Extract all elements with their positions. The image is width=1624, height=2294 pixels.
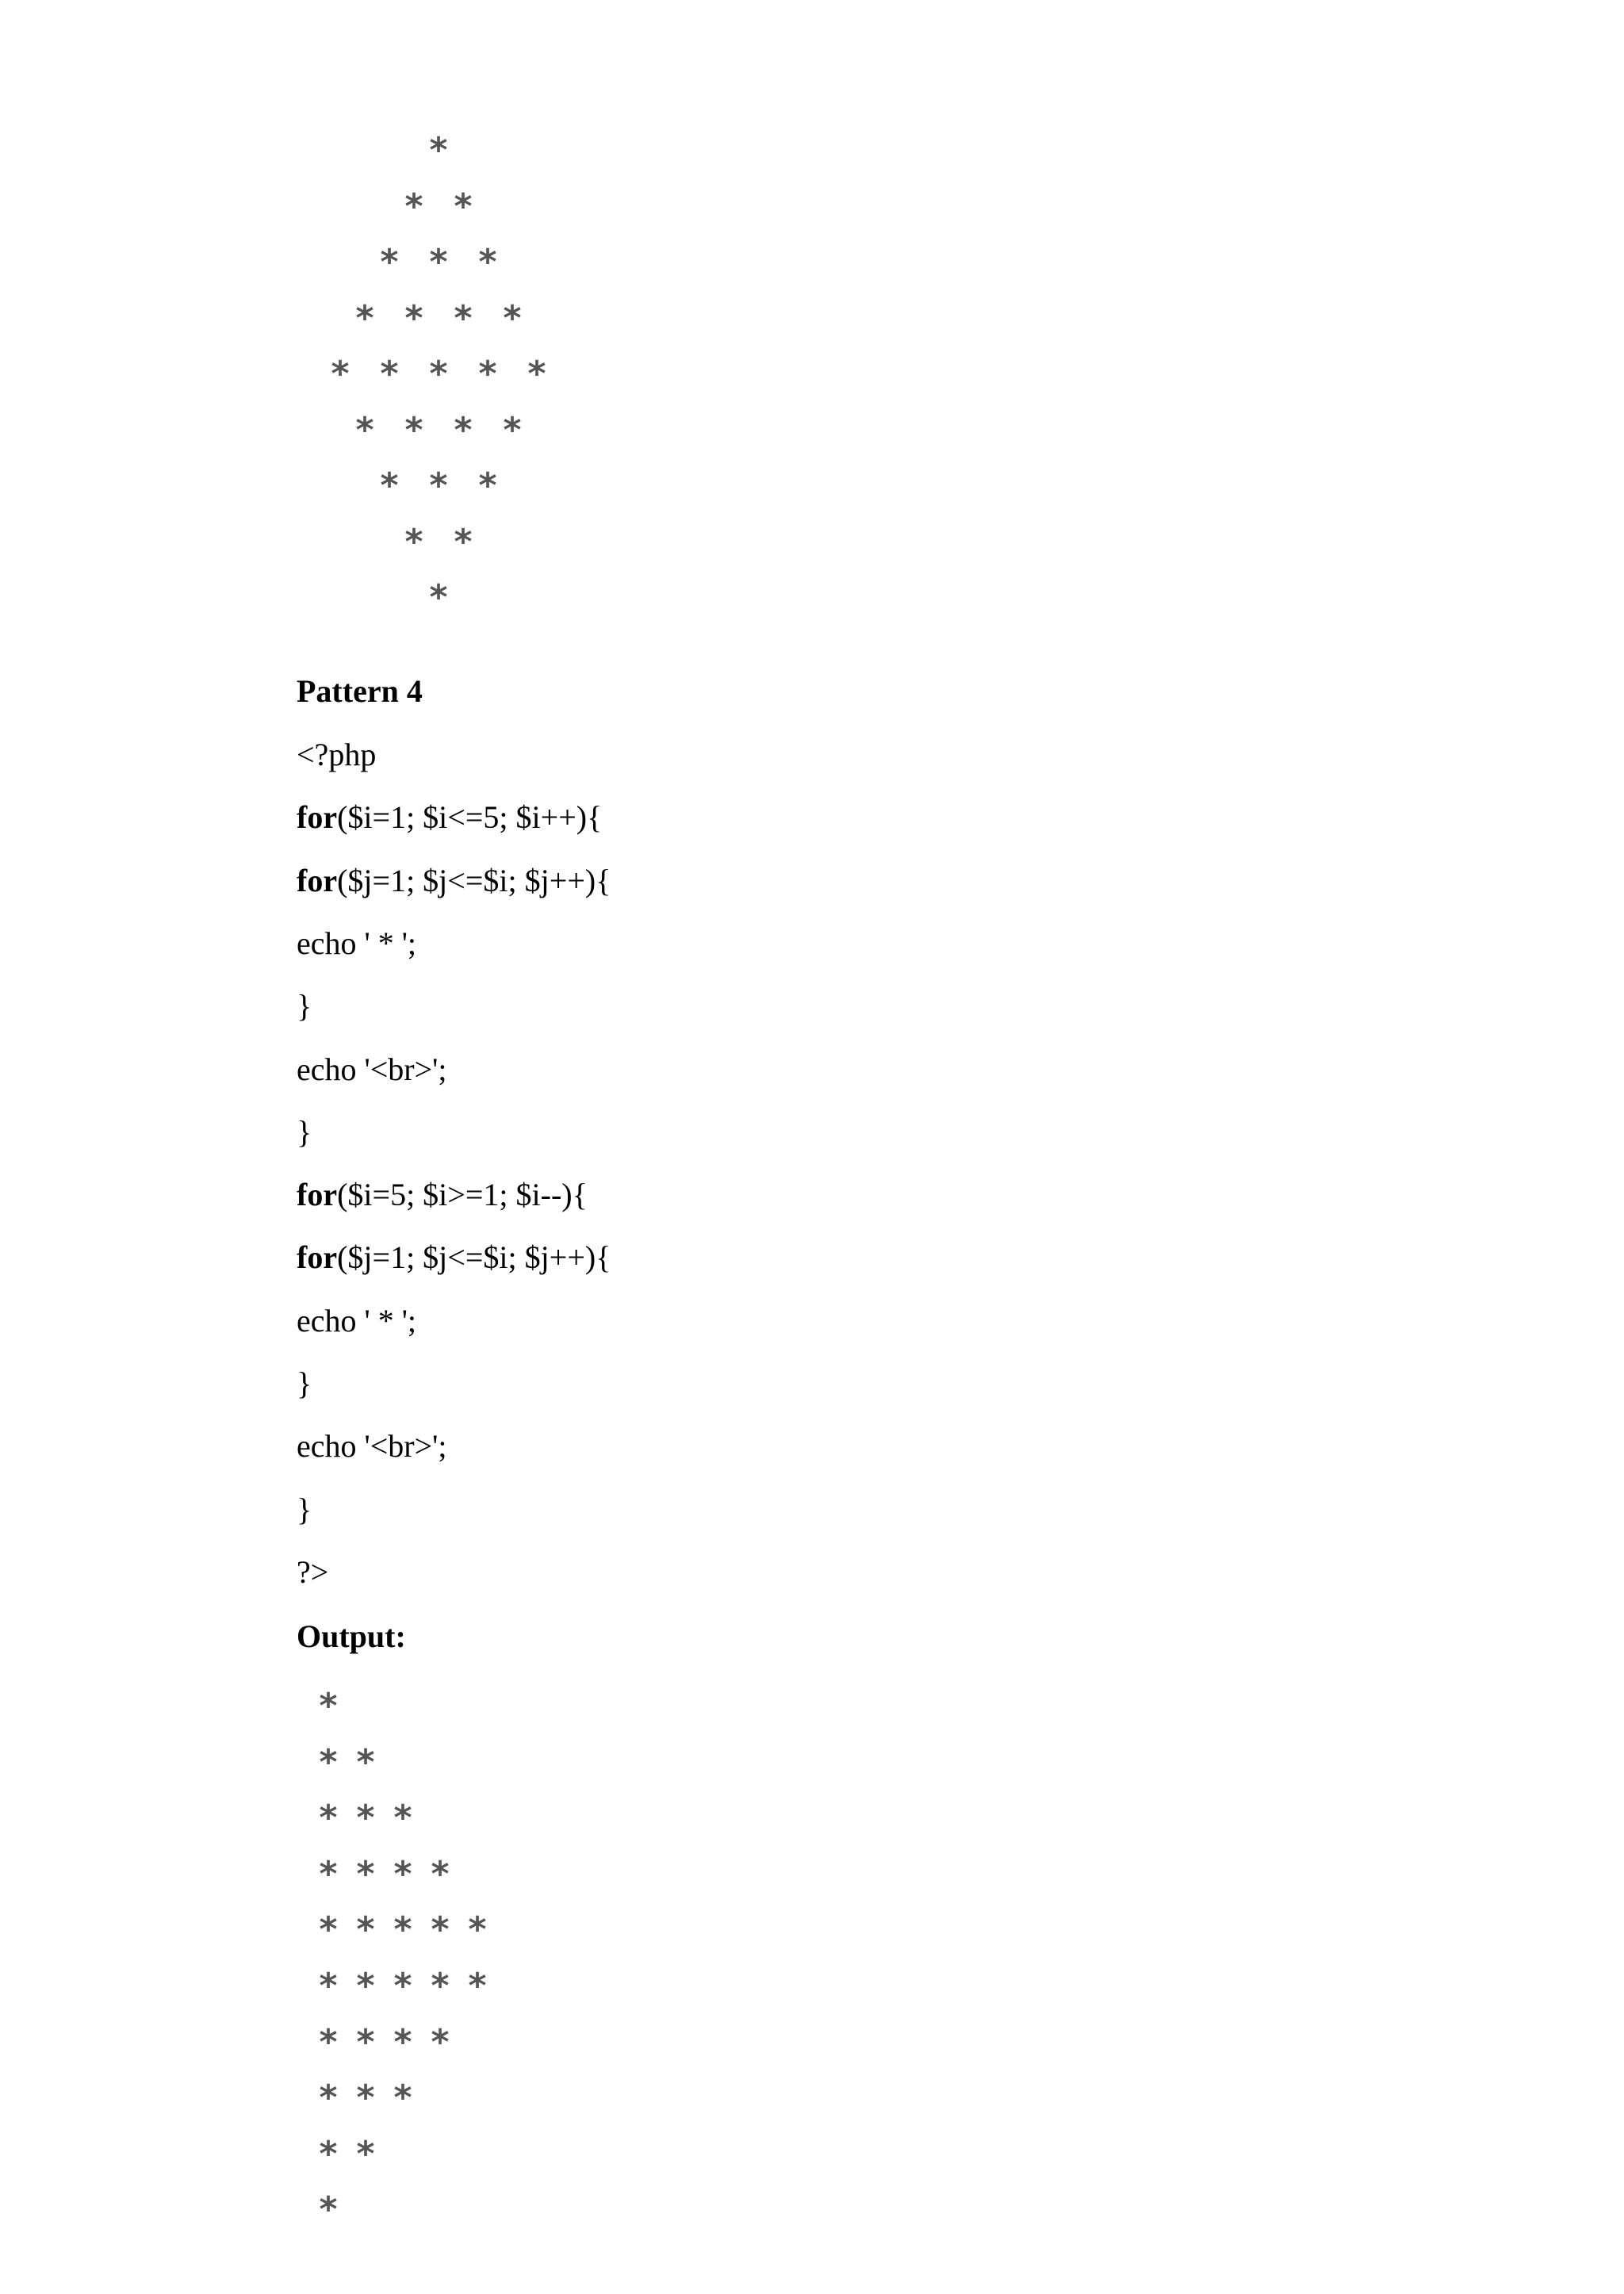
diamond-row [0, 521, 1624, 574]
star-symbol: * [319, 2133, 338, 2174]
star-symbol: * [404, 409, 423, 450]
star-symbol: * [331, 354, 350, 394]
code-text: } [297, 1113, 312, 1150]
star-symbol: * [429, 577, 448, 618]
star-symbol: * [319, 1686, 338, 1726]
star-symbol: * [429, 465, 448, 506]
triangle-row [0, 1909, 1624, 1962]
star-symbol: * [319, 1798, 338, 1839]
triangle-row [0, 2133, 1624, 2186]
star-symbol: * [454, 409, 473, 450]
star-symbol: * [356, 1853, 375, 1894]
star-symbol: * [319, 1853, 338, 1894]
triangle-row [0, 1686, 1624, 1738]
diamond-row [0, 465, 1624, 518]
code-line [297, 925, 416, 963]
code-keyword: for [297, 1239, 338, 1276]
triangle-row [0, 2021, 1624, 2074]
star-symbol: * [356, 1966, 375, 2006]
code-text: echo '<br>'; [297, 1428, 447, 1465]
star-symbol: * [429, 130, 448, 170]
star-symbol: * [393, 1798, 412, 1839]
code-line [297, 862, 611, 900]
star-symbol: * [355, 409, 374, 450]
star-symbol: * [478, 465, 497, 506]
triangle-row [0, 2189, 1624, 2242]
triangle-row [0, 1798, 1624, 1850]
triangle-row [0, 1966, 1624, 2018]
code-line [297, 1239, 611, 1277]
code-text: ($j=1; $j<=$i; $j++){ [337, 1239, 611, 1276]
star-symbol: * [468, 1966, 487, 2006]
code-line [297, 736, 376, 774]
code-line [297, 1491, 312, 1529]
diamond-row [0, 297, 1624, 350]
star-symbol: * [393, 1853, 412, 1894]
code-line [297, 1051, 446, 1089]
star-symbol: * [503, 297, 522, 339]
diamond-row [0, 354, 1624, 406]
code-text: ($j=1; $j<=$i; $j++){ [337, 862, 611, 898]
star-symbol: * [356, 1741, 375, 1783]
code-keyword: for [297, 799, 338, 836]
code-text: echo ' * '; [297, 925, 417, 961]
star-symbol: * [319, 1741, 338, 1783]
diamond-row [0, 186, 1624, 239]
code-text: } [297, 1491, 312, 1527]
pattern-4-heading: Pattern 4 [297, 673, 423, 709]
code-text: echo '<br>'; [297, 1051, 447, 1087]
star-symbol: * [431, 1909, 450, 1951]
code-keyword: for [297, 862, 338, 898]
star-symbol: * [454, 521, 473, 562]
star-symbol: * [454, 186, 473, 227]
star-symbol: * [404, 186, 423, 227]
star-symbol: * [356, 1798, 375, 1839]
star-symbol: * [404, 521, 423, 562]
star-symbol: * [356, 2078, 375, 2119]
code-line [297, 1113, 312, 1151]
star-symbol: * [454, 297, 473, 339]
star-symbol: * [319, 1909, 338, 1951]
code-text: echo ' * '; [297, 1302, 417, 1338]
code-line [297, 1427, 446, 1465]
star-symbol: * [393, 1966, 412, 2006]
star-symbol: * [355, 297, 374, 339]
code-line [297, 1302, 416, 1340]
code-line [297, 1365, 312, 1403]
diamond-row [0, 409, 1624, 462]
star-symbol: * [319, 2078, 338, 2119]
star-symbol: * [380, 354, 399, 394]
star-symbol: * [393, 2021, 412, 2062]
diamond-row [0, 242, 1624, 294]
star-symbol: * [393, 2078, 412, 2119]
triangle-row [0, 2078, 1624, 2130]
diamond-row [0, 130, 1624, 182]
code-text: } [297, 988, 312, 1024]
star-symbol: * [356, 2133, 375, 2174]
star-symbol: * [319, 1966, 338, 2006]
star-symbol: * [380, 465, 399, 506]
star-symbol: * [319, 2189, 338, 2231]
star-symbol: * [404, 297, 423, 339]
star-symbol: * [393, 1909, 412, 1951]
code-text: <?php [297, 737, 377, 772]
code-line [297, 1553, 328, 1591]
star-symbol: * [356, 1909, 375, 1951]
code-text: ($i=5; $i>=1; $i--){ [337, 1177, 588, 1213]
code-text: ($i=1; $i<=5; $i++){ [337, 799, 603, 836]
star-symbol: * [431, 2021, 450, 2062]
star-symbol: * [431, 1853, 450, 1894]
star-symbol: * [478, 242, 497, 282]
star-symbol: * [527, 354, 546, 394]
triangle-row [0, 1741, 1624, 1794]
star-symbol: * [478, 354, 497, 394]
star-symbol: * [429, 242, 448, 282]
star-symbol: * [319, 2021, 338, 2062]
star-symbol: * [468, 1909, 487, 1951]
triangle-row [0, 1853, 1624, 1906]
code-text: } [297, 1365, 312, 1401]
star-symbol: * [431, 1966, 450, 2006]
code-keyword: for [297, 1177, 338, 1213]
diamond-row [0, 577, 1624, 630]
star-symbol: * [503, 409, 522, 450]
code-text: ?> [297, 1553, 329, 1590]
code-line [297, 1176, 588, 1214]
star-symbol: * [356, 2021, 375, 2062]
star-symbol: * [429, 354, 448, 394]
code-line [297, 987, 312, 1025]
star-symbol: * [380, 242, 399, 282]
code-line [297, 798, 602, 837]
output-label: Output: [297, 1618, 406, 1654]
